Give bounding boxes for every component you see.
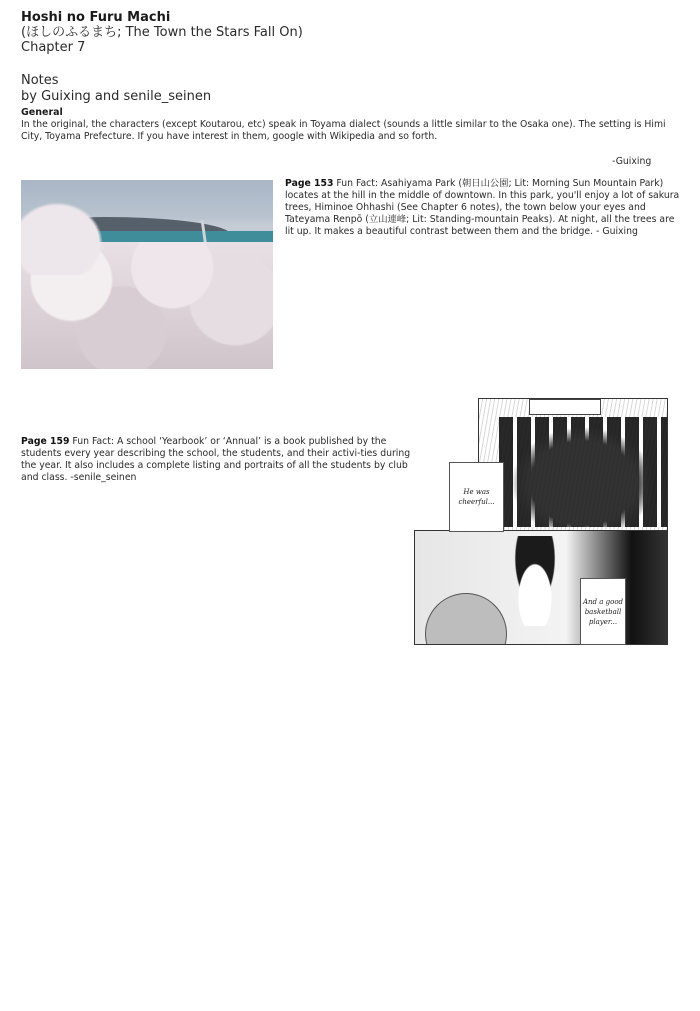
byline: by Guixing and senile_seinen — [21, 89, 212, 104]
basketball — [425, 593, 507, 645]
document-title: Hoshi no Furu Machi — [21, 10, 171, 25]
general-signature: -Guixing — [612, 156, 652, 167]
photo-cherry-branch — [21, 195, 111, 275]
manga-panel-portrait — [414, 530, 668, 645]
document-subtitle: (ほしのふるまち; The Town the Stars Fall On) — [21, 25, 303, 40]
chapter-label: Chapter 7 — [21, 40, 86, 55]
general-heading: General — [21, 107, 63, 118]
team-players — [499, 417, 667, 527]
page-label: Page 153 — [285, 178, 334, 189]
speech-caption: And a good basketball player... — [580, 578, 626, 645]
note-page-159 — [21, 436, 411, 484]
note-body: Fun Fact: Asahiyama Park (朝日山公園; Lit: Morning Sun Mountain Park) locates at the hill in the middle of downtown. In this park, you'll enjoy a lot of sakura trees, Himinoe Ohhashi (See Chapter 6 notes), the town below your eyes and Tateyama Renpō (立山連峰; Lit: Standing-mountain Peaks). At night, all the trees are lit up. It makes a beautiful contrast between them and the bridge. - Guixing — [285, 178, 680, 237]
sakura-park-photo — [21, 180, 273, 369]
manga-panel-team-photo — [478, 398, 668, 540]
note-body: Fun Fact: A school ‘Yearbook’ or ‘Annual’ is a book published by the students every year describing the school, the students, and their activi-ties during the year. It also includes a complete listing and portraits of all the students by club and class. -senile_seinen — [21, 436, 411, 483]
character-face — [505, 536, 565, 626]
note-page-153 — [285, 178, 685, 238]
page-label: Page 159 — [21, 436, 70, 447]
speech-caption: He was cheerful... — [449, 462, 504, 532]
notes-heading: Notes — [21, 73, 59, 88]
basketball-hoop — [529, 399, 601, 415]
general-body: In the original, the characters (except Koutarou, etc) speak in Toyama dialect (sounds a little similar to the Osaka one). The setting is Himi City, Toyama Prefecture. If you have interest in them, google with Wikipedia and so forth. — [21, 119, 666, 142]
